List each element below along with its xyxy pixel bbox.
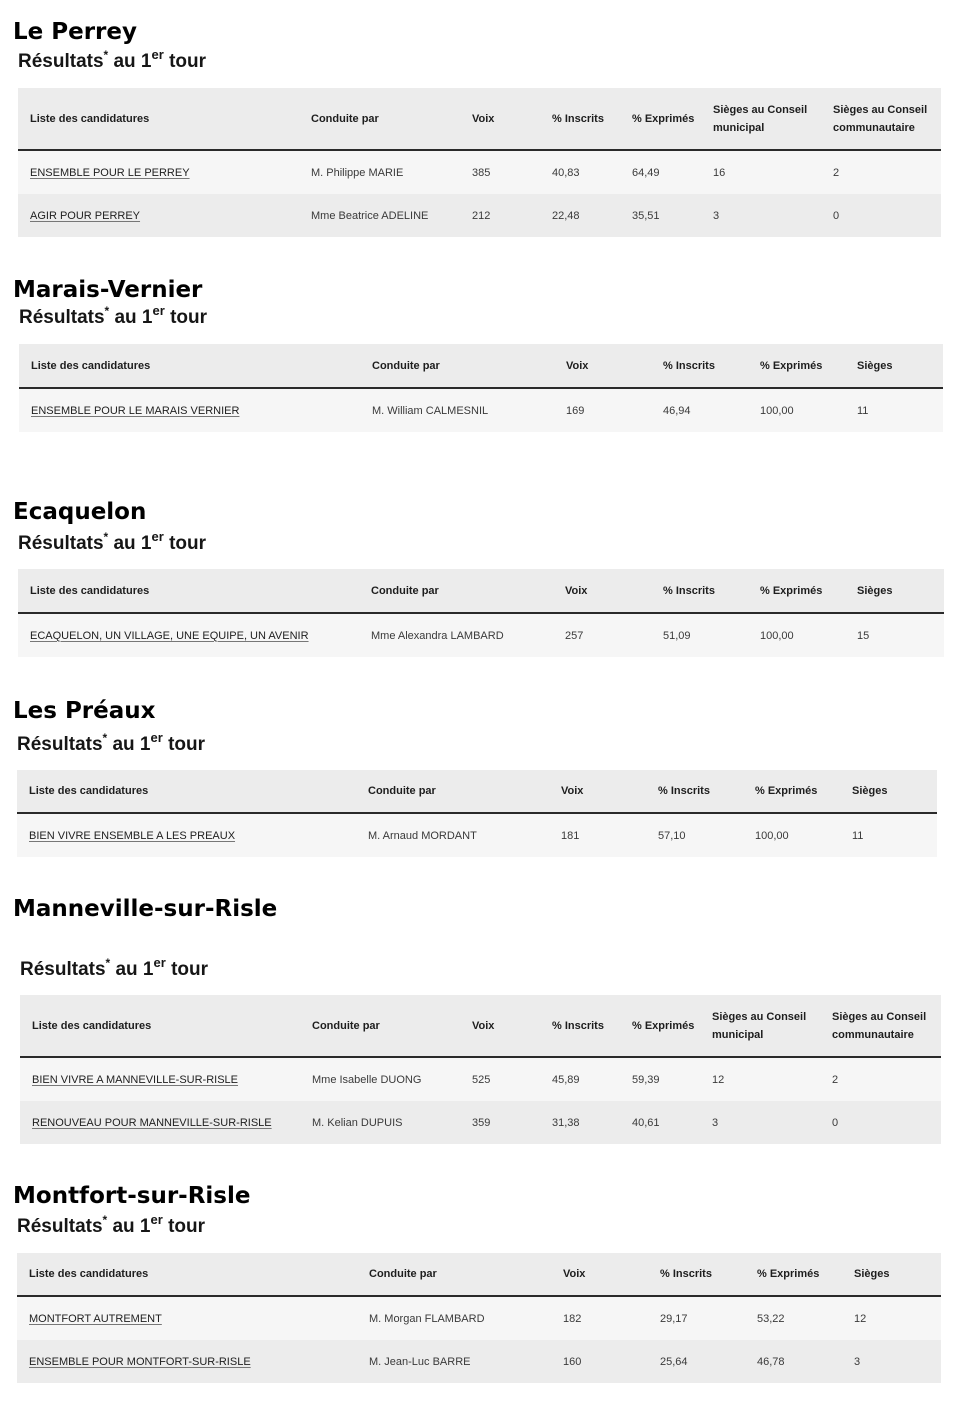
- results-subtitle: Résultats* au 1er tour: [17, 729, 206, 755]
- header-registered-pct: % Inscrits: [651, 344, 748, 388]
- header-led-by: Conduite par: [356, 770, 549, 813]
- header-seats: Sièges: [845, 344, 943, 388]
- table-row: [20, 1101, 941, 1144]
- seats-municipal-cell: 16: [713, 166, 726, 179]
- list-name-link[interactable]: ENSEMBLE POUR LE PERREY: [30, 166, 190, 179]
- city-title: Les Préaux: [13, 698, 156, 724]
- table-header-row: [19, 344, 943, 388]
- registered-pct-cell: 57,10: [658, 829, 686, 842]
- header-seats-municipal: Sièges au Conseil municipal: [701, 88, 821, 150]
- header-votes: Voix: [553, 569, 651, 613]
- header-expressed-pct: % Exprimés: [743, 770, 840, 813]
- header-registered-pct: % Inscrits: [648, 1253, 745, 1296]
- header-registered-pct: % Inscrits: [651, 569, 748, 613]
- results-table: [19, 344, 943, 432]
- header-seats-community: Sièges au Conseil communautaire: [821, 88, 941, 150]
- list-name-link[interactable]: BIEN VIVRE ENSEMBLE A LES PREAUX: [29, 829, 236, 842]
- seats-municipal-cell: 3: [713, 209, 720, 222]
- seats-municipal-cell: 3: [712, 1116, 719, 1129]
- table-row: [20, 1057, 941, 1101]
- expressed-pct-cell: 100,00: [755, 829, 789, 842]
- seats-community-cell: 2: [832, 1073, 839, 1086]
- header-led-by: Conduite par: [359, 569, 553, 613]
- seats-community-cell: 0: [832, 1116, 839, 1129]
- table-header-row: [17, 1253, 941, 1296]
- header-led-by: Conduite par: [357, 1253, 551, 1296]
- city-title: Marais-Vernier: [13, 277, 203, 303]
- list-name-link[interactable]: RENOUVEAU POUR MANNEVILLE-SUR-RISLE: [32, 1116, 272, 1129]
- results-subtitle: Résultats* au 1er tour: [20, 954, 209, 980]
- header-votes: Voix: [551, 1253, 648, 1296]
- header-lists: Liste des candidatures: [18, 88, 299, 150]
- votes-cell: 212: [472, 209, 491, 222]
- results-subtitle: Résultats* au 1er tour: [18, 46, 207, 72]
- results-table: [20, 995, 941, 1144]
- registered-pct-cell: 51,09: [663, 629, 691, 642]
- header-expressed-pct: % Exprimés: [745, 1253, 842, 1296]
- city-title: Montfort-sur-Risle: [13, 1183, 251, 1209]
- results-table: [17, 770, 937, 857]
- registered-pct-cell: 31,38: [552, 1116, 580, 1129]
- led-by-cell: Mme Alexandra LAMBARD: [371, 629, 504, 642]
- header-votes: Voix: [460, 995, 540, 1057]
- registered-pct-cell: 29,17: [660, 1312, 688, 1325]
- expressed-pct-cell: 35,51: [632, 209, 660, 222]
- seats-cell: 3: [854, 1355, 861, 1368]
- header-seats-community: Sièges au Conseil communautaire: [820, 995, 941, 1057]
- city-title: Manneville-sur-Risle: [13, 896, 278, 922]
- header-lists: Liste des candidatures: [20, 995, 300, 1057]
- table-row: [18, 194, 941, 237]
- expressed-pct-cell: 100,00: [760, 404, 794, 417]
- results-table: [17, 1253, 941, 1383]
- led-by-cell: M. William CALMESNIL: [372, 404, 489, 417]
- header-seats: Sièges: [842, 1253, 941, 1296]
- table-row: [18, 150, 941, 194]
- table-header-row: [18, 569, 944, 613]
- list-name-link[interactable]: AGIR POUR PERREY: [30, 209, 141, 222]
- registered-pct-cell: 40,83: [552, 166, 580, 179]
- votes-cell: 169: [566, 404, 585, 417]
- registered-pct-cell: 45,89: [552, 1073, 580, 1086]
- registered-pct-cell: 22,48: [552, 209, 580, 222]
- led-by-cell: M. Morgan FLAMBARD: [369, 1312, 485, 1325]
- table-row: [19, 388, 943, 432]
- registered-pct-cell: 25,64: [660, 1355, 688, 1368]
- led-by-cell: Mme Isabelle DUONG: [312, 1073, 422, 1086]
- header-seats: Sièges: [845, 569, 944, 613]
- results-table: [18, 88, 941, 237]
- results-subtitle: Résultats* au 1er tour: [18, 528, 207, 554]
- led-by-cell: Mme Beatrice ADELINE: [311, 209, 429, 222]
- header-led-by: Conduite par: [360, 344, 554, 388]
- header-votes: Voix: [549, 770, 646, 813]
- city-title: Ecaquelon: [13, 499, 147, 525]
- header-seats-municipal: Sièges au Conseil municipal: [700, 995, 820, 1057]
- votes-cell: 182: [563, 1312, 582, 1325]
- list-name-link[interactable]: BIEN VIVRE A MANNEVILLE-SUR-RISLE: [32, 1073, 239, 1086]
- header-votes: Voix: [460, 88, 540, 150]
- header-votes: Voix: [554, 344, 651, 388]
- votes-cell: 385: [472, 166, 491, 179]
- header-lists: Liste des candidatures: [18, 569, 359, 613]
- header-lists: Liste des candidatures: [17, 770, 356, 813]
- results-subtitle: Résultats* au 1er tour: [19, 302, 208, 328]
- seats-municipal-cell: 12: [712, 1073, 725, 1086]
- votes-cell: 160: [563, 1355, 582, 1368]
- votes-cell: 525: [472, 1073, 491, 1086]
- header-registered-pct: % Inscrits: [540, 88, 620, 150]
- table-header-row: [20, 995, 941, 1057]
- results-subtitle: Résultats* au 1er tour: [17, 1211, 206, 1237]
- list-name-link[interactable]: MONTFORT AUTREMENT: [29, 1312, 162, 1325]
- header-led-by: Conduite par: [299, 88, 460, 150]
- table-header-row: [17, 770, 937, 813]
- header-expressed-pct: % Exprimés: [620, 995, 700, 1057]
- header-led-by: Conduite par: [300, 995, 460, 1057]
- header-expressed-pct: % Exprimés: [748, 344, 845, 388]
- led-by-cell: M. Jean-Luc BARRE: [369, 1355, 471, 1368]
- city-title: Le Perrey: [13, 19, 137, 45]
- votes-cell: 257: [565, 629, 584, 642]
- seats-cell: 15: [857, 629, 870, 642]
- table-row: [17, 1296, 941, 1340]
- header-seats: Sièges: [840, 770, 937, 813]
- header-expressed-pct: % Exprimés: [748, 569, 845, 613]
- seats-cell: 12: [854, 1312, 867, 1325]
- seats-community-cell: 2: [833, 166, 840, 179]
- header-expressed-pct: % Exprimés: [620, 88, 701, 150]
- seats-community-cell: 0: [833, 209, 840, 222]
- expressed-pct-cell: 46,78: [757, 1355, 785, 1368]
- led-by-cell: M. Arnaud MORDANT: [368, 829, 477, 842]
- seats-cell: 11: [857, 404, 869, 417]
- led-by-cell: M. Philippe MARIE: [311, 166, 404, 179]
- list-name-link[interactable]: ENSEMBLE POUR LE MARAIS VERNIER: [31, 404, 240, 417]
- list-name-link[interactable]: ENSEMBLE POUR MONTFORT-SUR-RISLE: [29, 1355, 251, 1368]
- votes-cell: 359: [472, 1116, 491, 1129]
- expressed-pct-cell: 64,49: [632, 166, 660, 179]
- header-lists: Liste des candidatures: [19, 344, 360, 388]
- led-by-cell: M. Kelian DUPUIS: [312, 1116, 403, 1129]
- header-lists: Liste des candidatures: [17, 1253, 357, 1296]
- seats-cell: 11: [852, 829, 864, 842]
- table-header-row: [18, 88, 941, 150]
- expressed-pct-cell: 40,61: [632, 1116, 660, 1129]
- registered-pct-cell: 46,94: [663, 404, 691, 417]
- table-row: [18, 613, 944, 657]
- table-row: [17, 1340, 941, 1383]
- expressed-pct-cell: 59,39: [632, 1073, 660, 1086]
- header-registered-pct: % Inscrits: [540, 995, 620, 1057]
- header-registered-pct: % Inscrits: [646, 770, 743, 813]
- list-name-link[interactable]: ECAQUELON, UN VILLAGE, UNE EQUIPE, UN AVENIR: [30, 629, 309, 642]
- expressed-pct-cell: 53,22: [757, 1312, 785, 1325]
- expressed-pct-cell: 100,00: [760, 629, 794, 642]
- votes-cell: 181: [561, 829, 580, 842]
- results-table: [18, 569, 944, 657]
- table-row: [17, 813, 937, 857]
